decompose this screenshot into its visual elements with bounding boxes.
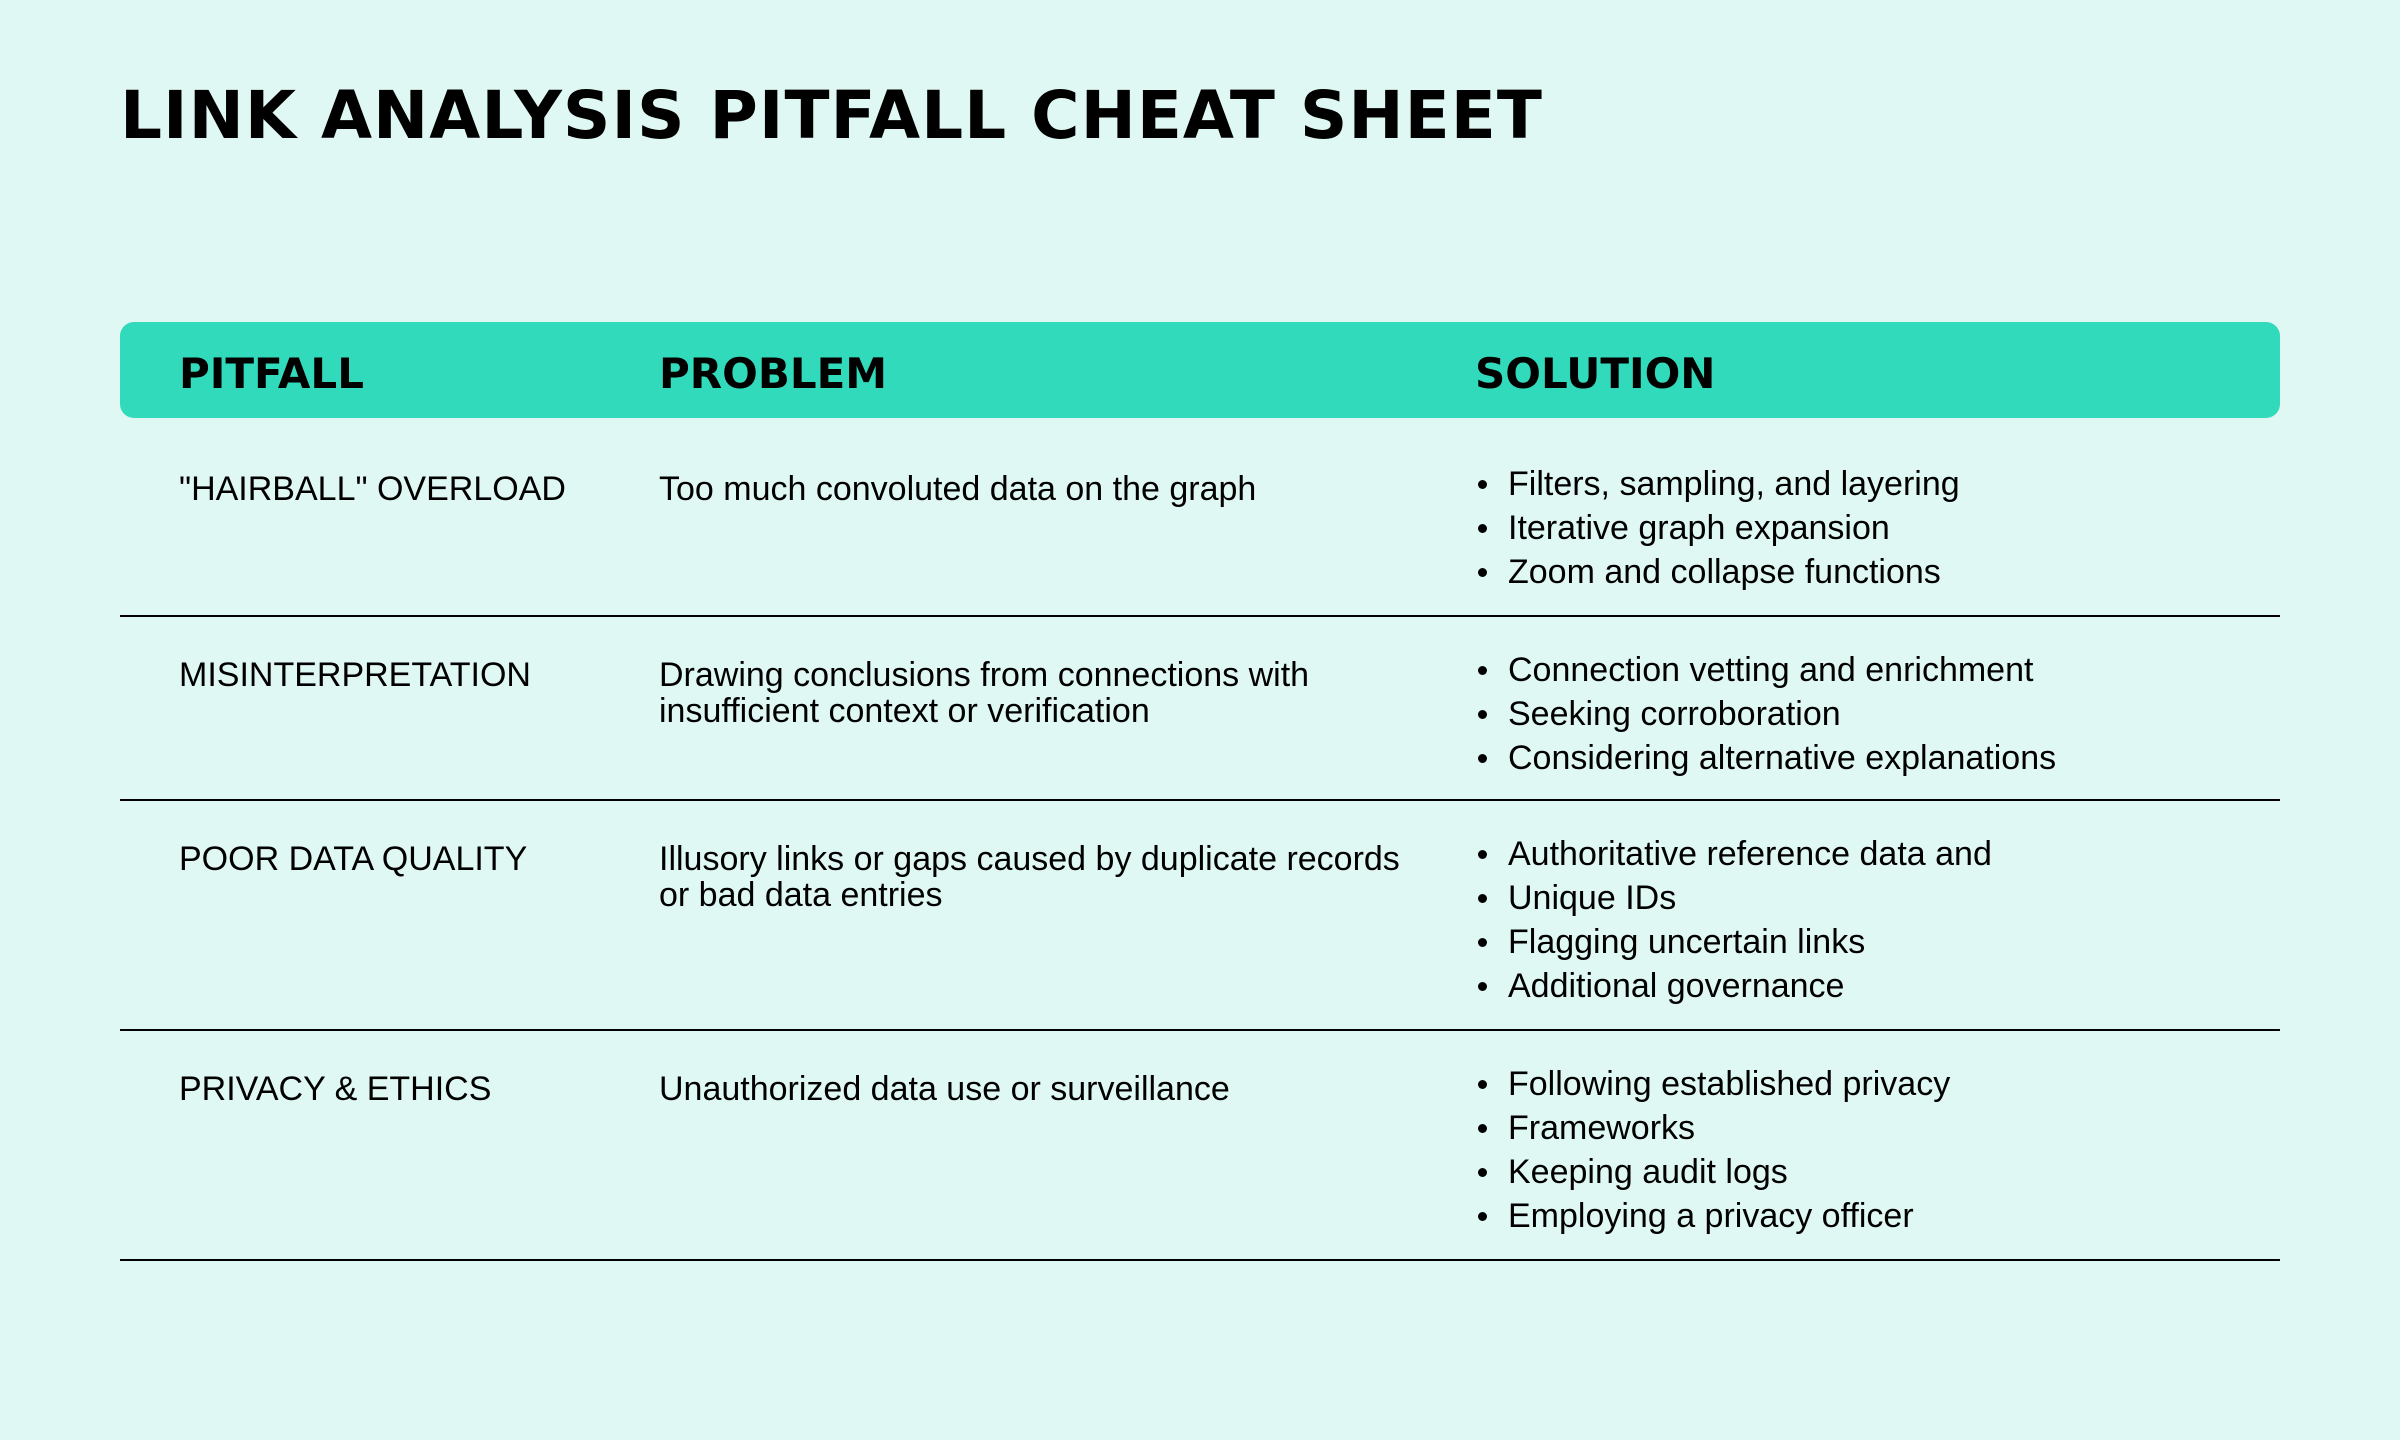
solution-text: Zoom and collapse functions (1508, 553, 1941, 591)
solution-text: Considering alternative explanations (1508, 739, 2057, 777)
bullet-icon (1478, 666, 1487, 675)
solution-item (1475, 692, 2255, 736)
problem-cell: Drawing conclusions from connections with insufficient context or verification (659, 656, 1310, 730)
bullet-icon (1478, 524, 1487, 533)
bullet-icon (1478, 938, 1487, 947)
solution-text: Unique IDs (1508, 879, 1677, 917)
solution-text: Connection vetting and enrichment (1508, 651, 2034, 689)
solution-item (1475, 736, 2255, 780)
solution-list (1475, 1062, 2255, 1238)
solution-text: Frameworks (1508, 1109, 1696, 1147)
bullet-icon (1478, 982, 1487, 991)
problem-cell: Too much convoluted data on the graph (659, 470, 1257, 508)
solution-item (1475, 648, 2255, 692)
bullet-icon (1478, 568, 1487, 577)
solution-text: Following established privacy (1508, 1065, 1951, 1103)
problem-cell: Unauthorized data use or surveillance (659, 1070, 1230, 1108)
header-solution: SOLUTION (1475, 349, 1716, 398)
solution-item (1475, 832, 2255, 876)
bullet-icon (1478, 850, 1487, 859)
pitfall-cell: POOR DATA QUALITY (179, 840, 528, 878)
bullet-icon (1478, 480, 1487, 489)
solution-text: Additional governance (1508, 967, 1845, 1005)
solution-text: Authoritative reference data and (1508, 835, 1992, 873)
pitfall-cell: MISINTERPRETATION (179, 656, 531, 694)
solution-item (1475, 964, 2255, 1008)
solution-item (1475, 550, 2255, 594)
bullet-icon (1478, 1080, 1487, 1089)
table-row (120, 1031, 2280, 1261)
problem-cell: Illusory links or gaps caused by duplicate records or bad data entries (659, 840, 1400, 914)
solution-item (1475, 1062, 2255, 1106)
bullet-icon (1478, 710, 1487, 719)
header-pitfall: PITFALL (179, 349, 364, 398)
solution-text: Keeping audit logs (1508, 1153, 1788, 1191)
solution-item (1475, 506, 2255, 550)
page-title: LINK ANALYSIS PITFALL CHEAT SHEET (120, 77, 1543, 154)
solution-item (1475, 1150, 2255, 1194)
pitfall-cell: "HAIRBALL" OVERLOAD (179, 470, 566, 508)
table-row (120, 801, 2280, 1031)
solution-item (1475, 1194, 2255, 1238)
bullet-icon (1478, 1124, 1487, 1133)
solution-item (1475, 876, 2255, 920)
solution-text: Seeking corroboration (1508, 695, 1841, 733)
bullet-icon (1478, 1212, 1487, 1221)
solution-list (1475, 648, 2255, 780)
table-row (120, 418, 2280, 617)
solution-item (1475, 462, 2255, 506)
bullet-icon (1478, 754, 1487, 763)
solution-item (1475, 920, 2255, 964)
solution-text: Employing a privacy officer (1508, 1197, 1914, 1235)
solution-list (1475, 832, 2255, 1008)
table-row (120, 617, 2280, 801)
pitfall-cell: PRIVACY & ETHICS (179, 1070, 492, 1108)
solution-text: Filters, sampling, and layering (1508, 465, 1960, 503)
table-header (120, 322, 2280, 418)
solution-text: Iterative graph expansion (1508, 509, 1890, 547)
solution-list (1475, 462, 2255, 594)
bullet-icon (1478, 894, 1487, 903)
pitfall-table (120, 322, 2280, 1261)
bullet-icon (1478, 1168, 1487, 1177)
solution-text: Flagging uncertain links (1508, 923, 1866, 961)
header-problem: PROBLEM (659, 349, 888, 398)
solution-item (1475, 1106, 2255, 1150)
